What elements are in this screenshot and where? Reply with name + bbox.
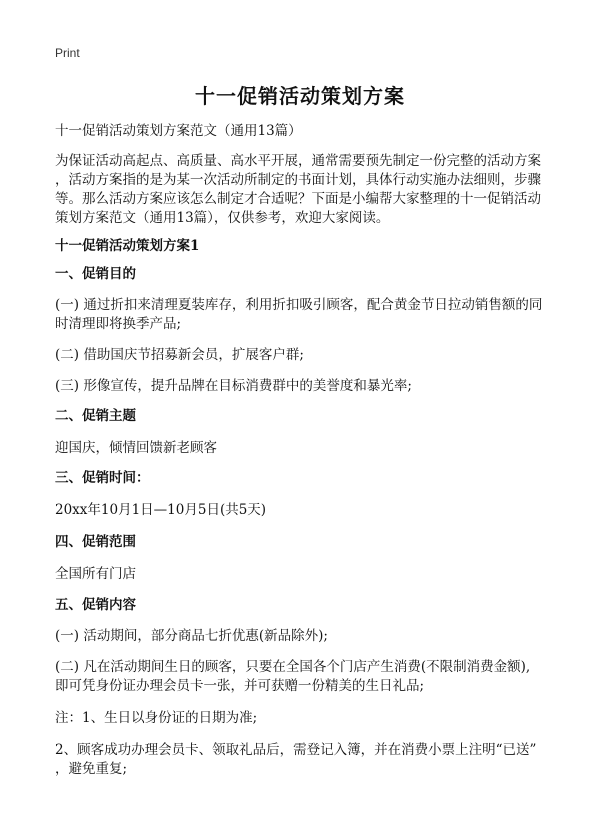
purpose-item-1-line-2: 时清理即将换季产品; (55, 316, 182, 332)
document-subtitle: 十一促销活动策划方案范文（通用13篇） (55, 123, 302, 139)
note-2-line-1: 2、顾客成功办理会员卡、领取礼品后，需登记入簿，并在消费小票上注明“已送” (55, 742, 537, 758)
intro-line-4: 策划方案范文（通用13篇），仅供参考，欢迎大家阅读。 (55, 210, 390, 226)
theme-text: 迎国庆，倾情回馈新老顾客 (55, 440, 217, 456)
purpose-item-3: (三) 形像宣传，提升品牌在目标消费群中的美誉度和暴光率; (55, 378, 412, 394)
intro-line-2: ，活动方案指的是为某一次活动所制定的书面计划，具体行动实施办法细则，步骤 (55, 172, 541, 188)
note-1: 注：1、生日以身份证的日期为准; (55, 710, 258, 726)
content-item-1: (一) 活动期间，部分商品七折优惠(新品除外); (55, 628, 328, 644)
section-title: 十一促销活动策划方案1 (55, 238, 200, 254)
scope-text: 全国所有门店 (55, 566, 136, 582)
purpose-item-1-line-1: (一) 通过折扣来清理夏装库存，利用折扣吸引顾客，配合黄金节日拉动销售额的同 (55, 297, 543, 313)
intro-line-1: 为保证活动高起点、高质量、高水平开展，通常需要预先制定一份完整的活动方案 (55, 153, 541, 169)
content-item-2-line-2: 即可凭身份证办理会员卡一张，并可获赠一份精美的生日礼品; (55, 678, 425, 694)
note-2-line-2: ，避免重复; (55, 761, 128, 777)
print-link[interactable]: Print (55, 46, 80, 60)
time-text: 20xx年10月1日—10月5日(共5天) (55, 502, 267, 518)
heading-theme: 二、促销主题 (55, 408, 136, 424)
purpose-item-2: (二) 借助国庆节招募新会员，扩展客户群; (55, 347, 304, 363)
content-item-2-line-1: (二) 凡在活动期间生日的顾客，只要在全国各个门店产生消费(不限制消费金额), (55, 659, 531, 675)
page-title: 十一促销活动策划方案 (195, 84, 405, 108)
intro-line-3: 等。那么活动方案应该怎么制定才合适呢？下面是小编帮大家整理的十一促销活动 (55, 191, 541, 207)
heading-content: 五、促销内容 (55, 597, 136, 613)
heading-purpose: 一、促销目的 (55, 266, 136, 282)
heading-scope: 四、促销范围 (55, 534, 136, 550)
heading-time: 三、促销时间： (55, 470, 150, 486)
